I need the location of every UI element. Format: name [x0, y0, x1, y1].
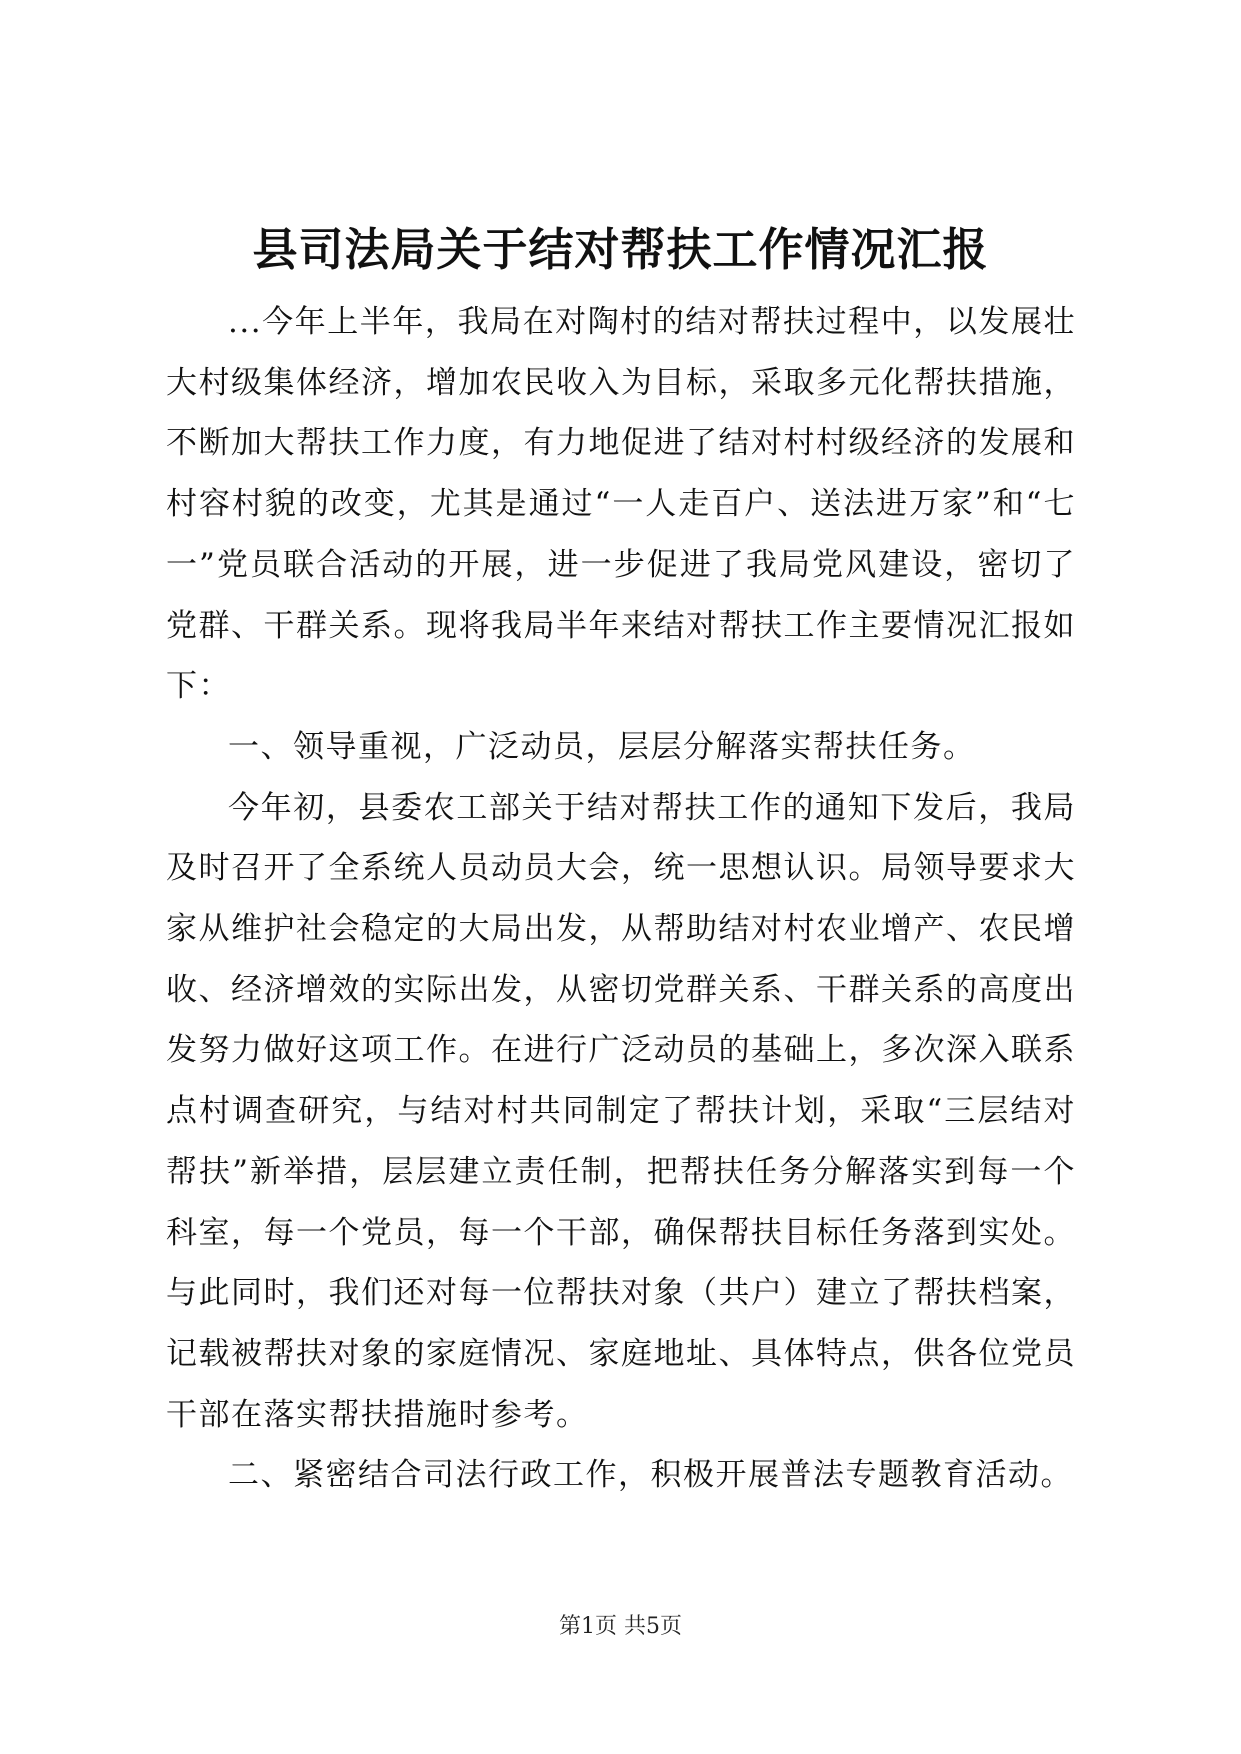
paragraph-intro: ...今年上半年，我局在对陶村的结对帮扶过程中，以发展壮大村级集体经济，增加农民收入为目标，采取多元化帮扶措施，不断加大帮扶工作力度，有力地促进了结对村村级经济的发展和村容村貌的改变，尤其是通过“一人走百户、送法进万家”和“七一”党员联合活动的开展，进一步促进了我局党风建设，密切了党群、干群关系。现将我局半年来结对帮扶工作主要情况汇报如下：	[166, 304, 1076, 705]
document-body	[166, 292, 1076, 1506]
document-title: 县司法局关于结对帮扶工作情况汇报	[252, 223, 989, 276]
page-footer: 第1页 共5页	[559, 1614, 682, 1639]
section-heading-2: 二、紧密结合司法行政工作，积极开展普法专题教育活动。	[228, 1457, 1073, 1494]
paragraph-section-1: 今年初，县委农工部关于结对帮扶工作的通知下发后，我局及时召开了全系统人员动员大会，统一思想认识。局领导要求大家从维护社会稳定的大局出发，从帮助结对村农业增产、农民增收、经济增效的实际出发，从密切党群关系、干群关系的高度出发努力做好这项工作。在进行广泛动员的基础上，多次深入联系点村调查研究，与结对村共同制定了帮扶计划，采取“三层结对帮扶”新举措，层层建立责任制，把帮扶任务分解落实到每一个科室，每一个党员，每一个干部，确保帮扶目标任务落到实处。与此同时，我们还对每一位帮扶对象（共户）建立了帮扶档案，记载被帮扶对象的家庭情况、家庭地址、具体特点，供各位党员干部在落实帮扶措施时参考。	[166, 789, 1076, 1433]
section-heading-1: 一、领导重视，广泛动员，层层分解落实帮扶任务。	[228, 728, 976, 765]
